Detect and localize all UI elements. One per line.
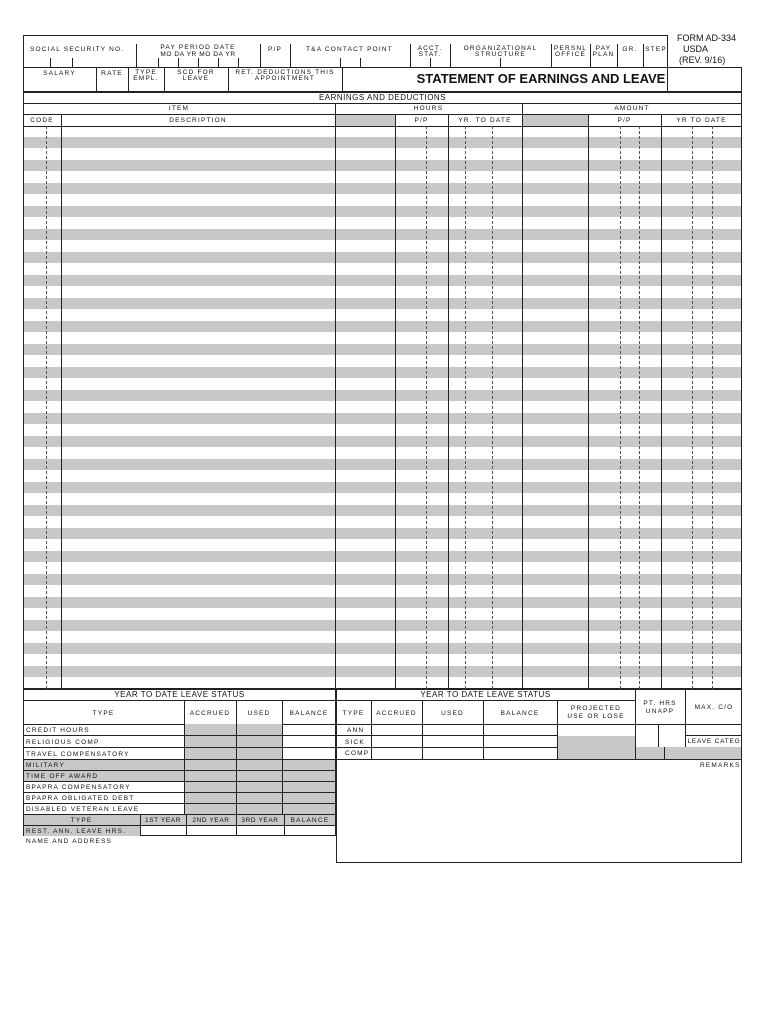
leave-right-balance-header: BALANCE — [500, 710, 540, 717]
earnings-row-stripe — [24, 574, 741, 585]
leave-row-travel-comp: TRAVEL COMPENSATORY — [26, 751, 130, 758]
earnings-row-stripe — [24, 482, 741, 493]
code-header: CODE — [30, 117, 54, 124]
leave-row-bpapra-comp: BPAPRA COMPENSATORY — [26, 784, 131, 791]
org-structure-label: ORGANIZATIONAL STRUCTURE — [463, 45, 538, 58]
earnings-row-stripe — [24, 344, 741, 355]
leave-row-religious-comp: RELIGIOUS COMP — [26, 739, 100, 746]
ta-contact-label: T&A CONTACT POINT — [306, 46, 393, 53]
earnings-row-stripe — [24, 298, 741, 309]
form-id — [677, 33, 736, 66]
description-header: DESCRIPTION — [169, 117, 227, 124]
amount-ytd-header: YR TO DATE — [676, 117, 727, 124]
persnl-office-label: PERSNL OFFICE — [553, 45, 588, 58]
earnings-row-stripe — [24, 643, 741, 654]
rate-label: RATE — [101, 70, 123, 77]
leave-left-balance-header: BALANCE — [289, 710, 329, 717]
form-revision: (REV. 9/16) — [679, 55, 726, 65]
earnings-row-stripe — [24, 390, 741, 401]
rest-year2-header: 2ND YEAR — [192, 817, 230, 824]
step-label: STEP — [645, 46, 667, 53]
earnings-row-stripe — [24, 436, 741, 447]
pay-period-sublabel: MO DA YR MO DA YR — [160, 51, 236, 58]
remarks-label: REMARKS — [700, 762, 741, 769]
name-address-label: NAME AND ADDRESS — [26, 838, 113, 845]
earnings-row-stripe — [24, 413, 741, 424]
rest-balance-header: BALANCE — [290, 817, 330, 824]
pp-label: P/P — [267, 46, 283, 53]
max-co-header: MAX. C/O — [694, 704, 734, 711]
leave-row-sick: SICK — [345, 739, 365, 746]
hours-header: HOURS — [413, 105, 444, 112]
earnings-row-stripe — [24, 459, 741, 470]
leave-row-credit-hours: CREDIT HOURS — [26, 727, 90, 734]
leave-left-accrued-header: ACCRUED — [189, 710, 231, 717]
leave-row-ann: ANN — [347, 727, 365, 734]
earnings-row-stripe — [24, 206, 741, 217]
ssn-label: SOCIAL SECURITY NO. — [30, 46, 125, 53]
form-number: FORM AD-334 — [677, 33, 737, 43]
leave-row-military: MILITARY — [26, 762, 65, 769]
pay-plan-label: PAY PLAN — [592, 45, 615, 58]
pay-period-label: PAY PERIOD DATE — [160, 44, 236, 51]
leave-right-title: YEAR TO DATE LEAVE STATUS — [420, 690, 551, 699]
earnings-row-stripe — [24, 528, 741, 539]
rest-year3-header: 3RD YEAR — [241, 817, 279, 824]
amount-pp-header: P/P — [617, 117, 632, 124]
hours-ytd-header: YR. TO DATE — [458, 117, 512, 124]
item-header: ITEM — [168, 105, 190, 112]
earnings-row-stripe — [24, 666, 741, 677]
scd-leave-label: SCD FOR LEAVE — [177, 69, 215, 82]
earnings-row-stripe — [24, 137, 741, 148]
earnings-row-stripe — [24, 275, 741, 286]
leave-row-disabled-veteran: DISABLED VETERAN LEAVE — [26, 806, 140, 813]
leave-right-used-header: USED — [441, 710, 464, 717]
earnings-row-stripe — [24, 321, 741, 332]
rest-year1-header: 1ST YEAR — [145, 817, 181, 824]
leave-right-type-header: TYPE — [342, 710, 365, 717]
amount-header: AMOUNT — [614, 105, 650, 112]
leave-left-title: YEAR TO DATE LEAVE STATUS — [114, 690, 245, 699]
leave-left-type-header: TYPE — [92, 710, 115, 717]
earnings-row-stripe — [24, 505, 741, 516]
earnings-row-stripe — [24, 183, 741, 194]
ret-deductions-label: RET. DEDUCTIONS THIS APPOINTMENT — [235, 69, 335, 82]
earnings-row-stripe — [24, 252, 741, 263]
leave-right-accrued-header: ACCRUED — [376, 710, 417, 717]
leave-row-comp: COMP — [345, 750, 370, 757]
rest-ann-leave-label: REST. ANN. LEAVE HRS. — [26, 828, 127, 835]
acct-stat-label: ACCT. STAT. — [417, 45, 443, 58]
type-empl-label: TYPE EMPL. — [133, 69, 159, 82]
leave-categ-header: LEAVE CATEG — [687, 738, 741, 745]
earnings-row-stripe — [24, 597, 741, 608]
leave-row-bpapra-debt: BPAPRA OBLIGATED DEBT — [26, 795, 135, 802]
page-title: STATEMENT OF EARNINGS AND LEAVE — [416, 71, 666, 86]
earnings-row-stripe — [24, 620, 741, 631]
projected-header: PROJECTED USE OR LOSE — [567, 705, 625, 720]
pt-hrs-header: PT. HRS UNAPP — [643, 700, 677, 715]
salary-label: SALARY — [43, 70, 76, 77]
earnings-row-stripe — [24, 551, 741, 562]
earnings-row-stripe — [24, 229, 741, 240]
earnings-section-title: EARNINGS AND DEDUCTIONS — [318, 93, 447, 102]
leave-left-used-header: USED — [247, 710, 271, 717]
rest-type-header: TYPE — [70, 817, 93, 824]
grade-label: GR. — [622, 46, 638, 53]
form-agency: USDA — [683, 44, 709, 54]
hours-pp-header: P/P — [414, 117, 429, 124]
earnings-row-stripe — [24, 160, 741, 171]
earnings-row-stripe — [24, 367, 741, 378]
leave-row-time-off-award: TIME OFF AWARD — [26, 773, 99, 780]
